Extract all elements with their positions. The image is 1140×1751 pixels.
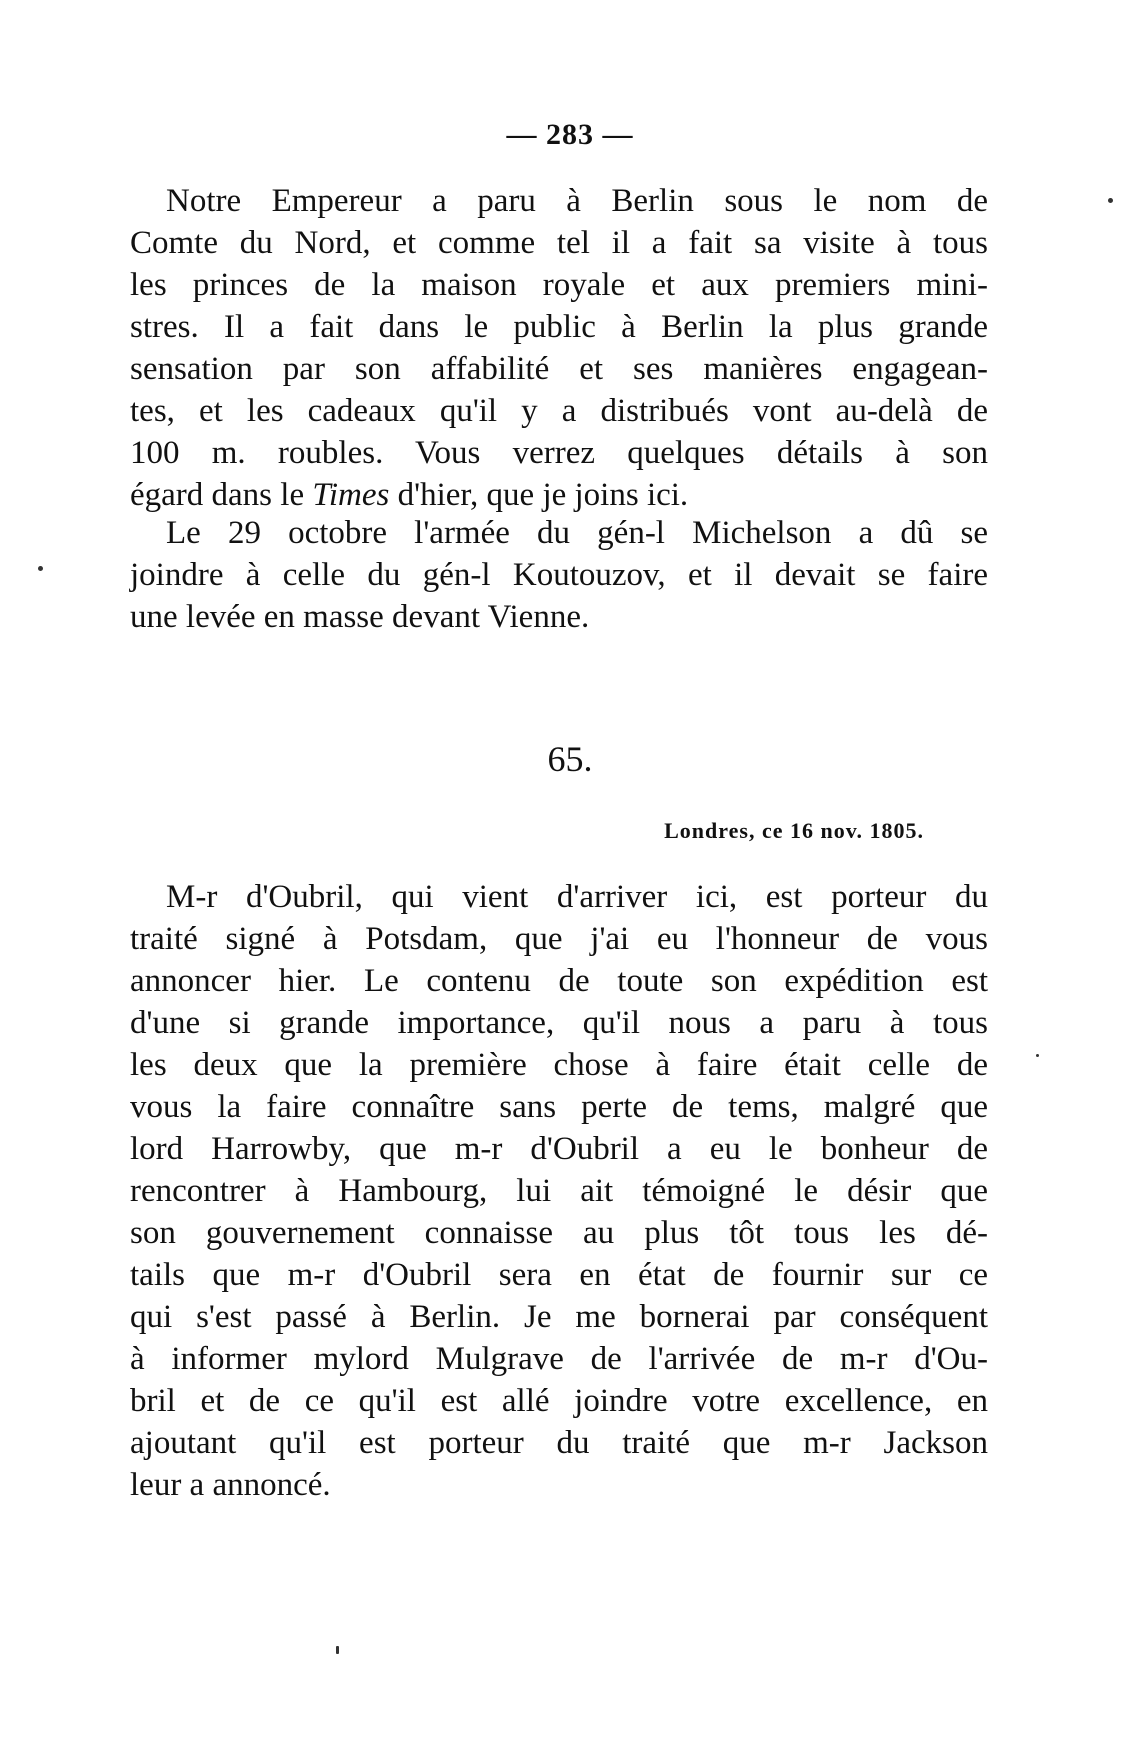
paragraph-line: joindre à celle du gén-l Koutouzov, et il devait se faire	[130, 557, 988, 593]
paragraph-line: une levée en masse devant Vienne.	[130, 599, 590, 635]
paragraph-line: Notre Empereur a paru à Berlin sous le nom de	[166, 183, 988, 219]
newspaper-title: Times	[312, 477, 390, 513]
paragraph-line: rencontrer à Hambourg, lui ait témoigné le désir que	[130, 1173, 988, 1209]
paragraph-line: à informer mylord Mulgrave de l'arrivée de m-r d'Ou-	[130, 1341, 988, 1377]
print-speck	[1036, 1054, 1039, 1057]
paragraph-line: tails que m-r d'Oubril sera en état de fournir sur ce	[130, 1257, 988, 1293]
letter-number: 65.	[547, 739, 593, 779]
paragraph-line: son gouvernement connaisse au plus tôt tous les dé-	[130, 1215, 988, 1251]
paragraph-line: Comte du Nord, et comme tel il a fait sa visite à tous	[130, 225, 988, 261]
paragraph-line	[130, 474, 988, 516]
paragraph-line: sensation par son affabilité et ses manières engagean-	[130, 351, 988, 387]
paragraph-line: traité signé à Potsdam, que j'ai eu l'honneur de vous	[130, 921, 988, 957]
paragraph-line: les princes de la maison royale et aux premiers mini-	[130, 267, 988, 303]
line-text: égard dans le	[130, 477, 313, 513]
paragraph-line: annoncer hier. Le contenu de toute son expédition est	[130, 963, 988, 999]
paragraph-line: 100 m. roubles. Vous verrez quelques détails à son	[130, 435, 988, 471]
paragraph-line: d'une si grande importance, qu'il nous a paru à tous	[130, 1005, 988, 1041]
paragraph-line: ajoutant qu'il est porteur du traité que m-r Jackson	[130, 1425, 988, 1461]
paragraph-line: qui s'est passé à Berlin. Je me bornerai par conséquent	[130, 1299, 988, 1335]
paragraph-line: bril et de ce qu'il est allé joindre votre excellence, en	[130, 1383, 988, 1419]
letter-dateline: Londres, ce 16 nov. 1805.	[664, 818, 924, 843]
paragraph-line: tes, et les cadeaux qu'il y a distribués vont au-delà de	[130, 393, 988, 429]
paragraph-line: leur a annoncé.	[130, 1467, 331, 1503]
paragraph-line: M-r d'Oubril, qui vient d'arriver ici, est porteur du	[166, 879, 988, 915]
print-speck	[1108, 198, 1113, 203]
line-text: d'hier, que je joins ici.	[389, 477, 689, 513]
paragraph-line: stres. Il a fait dans le public à Berlin la plus grande	[130, 309, 988, 345]
print-speck	[336, 1646, 339, 1654]
paragraph-line: Le 29 octobre l'armée du gén-l Michelson a dû se	[166, 515, 988, 551]
paragraph-2	[130, 512, 988, 638]
print-speck	[38, 566, 43, 571]
paragraph-line: lord Harrowby, que m-r d'Oubril a eu le bonheur de	[130, 1131, 988, 1167]
paragraph-3	[130, 876, 988, 1506]
page-number: — 283 —	[506, 118, 634, 151]
paragraph-1	[130, 180, 988, 516]
paragraph-line: les deux que la première chose à faire était celle de	[130, 1047, 988, 1083]
paragraph-line: vous la faire connaître sans perte de tems, malgré que	[130, 1089, 988, 1125]
